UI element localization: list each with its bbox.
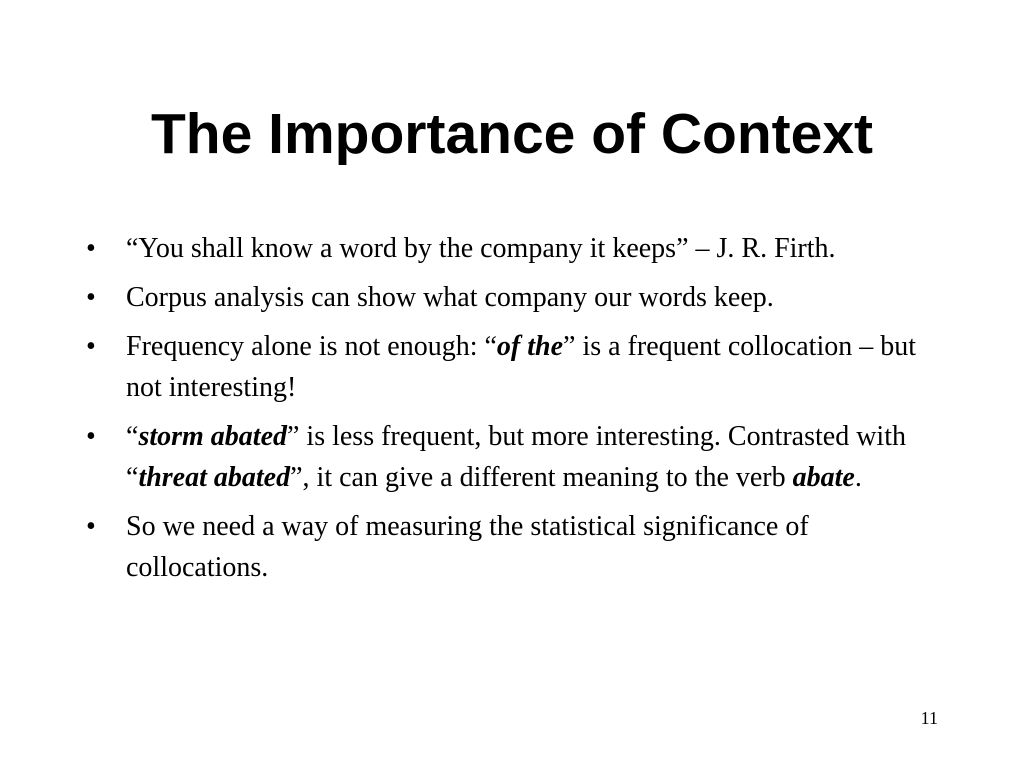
emphasized-phrase: storm abated bbox=[138, 421, 287, 452]
bullet-icon: • bbox=[86, 421, 96, 452]
bullet-icon: • bbox=[86, 233, 96, 264]
emphasized-phrase: threat abated bbox=[138, 462, 291, 493]
emphasized-phrase: abate bbox=[792, 462, 855, 493]
list-item bbox=[86, 416, 946, 498]
bullet-text: Corpus analysis can show what company our words keep. bbox=[126, 282, 774, 313]
bullet-text-end: . bbox=[854, 462, 862, 493]
list-item bbox=[86, 228, 946, 269]
bullet-text: “You shall know a word by the company it keeps” – J. R. Firth. bbox=[126, 233, 836, 264]
bullet-text-start: “ bbox=[126, 421, 139, 452]
list-item bbox=[86, 277, 946, 318]
bullet-text-end: ” is a frequent collocation – but not interesting! bbox=[126, 331, 917, 403]
slide-title: The Importance of Context bbox=[150, 102, 874, 166]
bullet-icon: • bbox=[86, 331, 96, 362]
bullet-list bbox=[86, 228, 946, 596]
emphasized-phrase: of the bbox=[496, 331, 564, 362]
bullet-text-start: Frequency alone is not enough: “ bbox=[126, 331, 497, 362]
list-item bbox=[86, 326, 946, 408]
bullet-text-middle: ” is less frequent, but more interesting. Contrasted with “ bbox=[126, 421, 906, 493]
bullet-icon: • bbox=[86, 511, 96, 542]
bullet-icon: • bbox=[86, 282, 96, 313]
list-item bbox=[86, 506, 946, 588]
bullet-text: So we need a way of measuring the statistical significance of collocations. bbox=[126, 511, 809, 583]
bullet-text-middle: ”, it can give a different meaning to the verb bbox=[290, 462, 793, 493]
page-number: 11 bbox=[920, 708, 938, 728]
